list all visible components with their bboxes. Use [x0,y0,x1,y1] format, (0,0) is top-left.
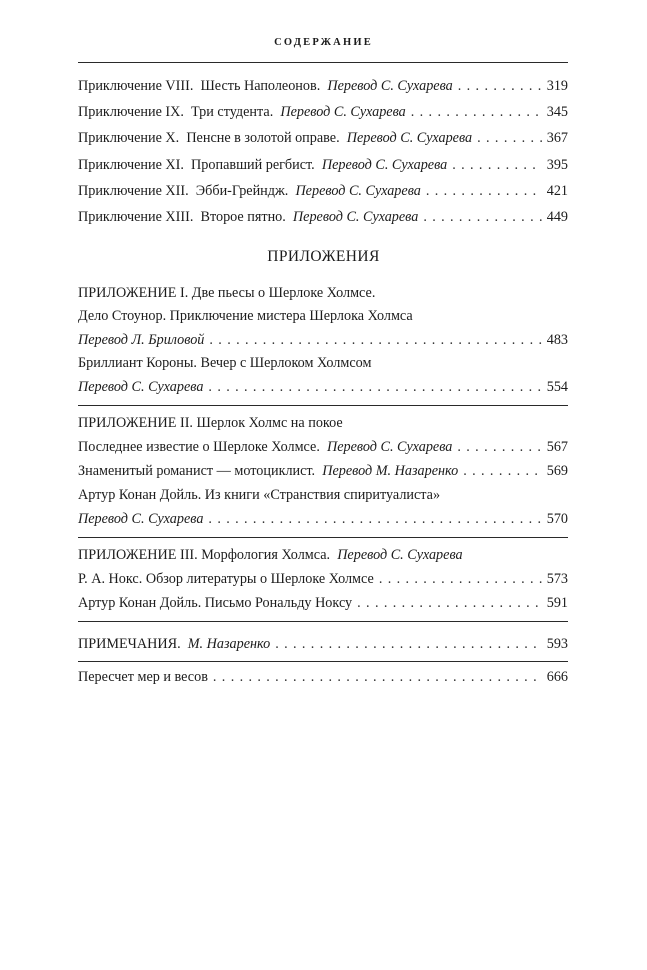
toc-entry-adventure-13[interactable] [78,207,568,227]
entry-page: 483 [546,332,568,348]
entry-page: 421 [546,183,568,199]
entry-label: Приключение IX. [78,104,184,120]
entry-translator: Перевод С. Сухарева [327,78,453,94]
entry-title: Последнее известие о Шерлоке Холмсе. [78,439,320,455]
entry-page: 591 [546,595,568,611]
leader-dots [426,181,542,201]
toc-entry-adventure-12[interactable] [78,181,568,201]
entry-translator: Перевод С. Сухарева [292,209,419,225]
appendix-1-item-1-line[interactable] [78,330,568,350]
appendix-2-item-1[interactable] [78,437,568,457]
entry-translator: Перевод С. Сухарева [346,130,473,146]
appendix-3-heading-text: ПРИЛОЖЕНИЕ III. Морфология Холмса. [78,547,331,563]
leader-dots [458,76,542,96]
appendices-title: ПРИЛОЖЕНИЯ [267,248,380,265]
toc-entry-adventure-9[interactable] [78,102,568,122]
entry-page: 554 [546,379,568,395]
entry-label: Приключение VIII. [78,78,194,94]
entry-title: Пересчет мер и весов [78,669,208,685]
leader-dots [209,330,541,350]
entry-translator: Перевод С. Сухарева [295,183,421,199]
entry-translator: Перевод Л. Бриловой [78,332,205,348]
entry-title: Шесть Наполеонов. [200,78,321,94]
leader-dots [411,102,542,122]
toc-entry-adventure-11[interactable] [78,155,568,175]
leader-dots [275,634,541,654]
leader-dots [213,667,542,687]
entry-label: Приключение XII. [78,183,189,199]
appendix-2-item-2[interactable] [78,461,568,481]
leader-dots [208,509,541,529]
toc-entry-adventure-8[interactable] [78,76,568,96]
entry-title: Пропавший регбист. [191,157,315,173]
entry-translator: Перевод С. Сухарева [326,439,453,455]
entry-page: 367 [546,130,568,146]
entry-title: Три студента. [191,104,274,120]
entry-page: 395 [546,157,568,173]
section-divider [78,537,568,538]
entry-label: Приключение XIII. [78,209,194,225]
entry-page: 593 [546,636,568,652]
toc-entry-adventure-10[interactable] [78,128,568,148]
appendix-3-heading[interactable] [78,545,568,565]
toc-entry-measures[interactable] [78,667,568,687]
entry-page: 567 [546,439,568,455]
appendix-3-item-1[interactable] [78,569,568,589]
leader-dots [208,377,541,397]
entry-title: Второе пятно. [200,209,286,225]
section-divider [78,405,568,406]
toc-entry-notes[interactable] [78,634,568,654]
entry-translator: Перевод С. Сухарева [321,157,448,173]
appendix-1-item-2-line[interactable] [78,377,568,397]
entry-title: Знаменитый романист — мотоциклист. [78,463,316,479]
entry-title: Р. А. Нокс. Обзор литературы о Шерлоке Холмсе [78,571,374,587]
entry-page: 319 [546,78,568,94]
entry-page: 569 [546,463,568,479]
appendix-3-item-2[interactable] [78,593,568,613]
entry-title: Эбби-Грейндж. [195,183,289,199]
entry-translator: Перевод М. Назаренко [322,463,459,479]
section-divider [78,621,568,622]
entry-title: ПРИМЕЧАНИЯ. [78,636,181,652]
running-head: СОДЕРЖАНИЕ [274,37,373,48]
appendix-2-heading[interactable]: ПРИЛОЖЕНИЕ II. Шерлок Холмс на покое [78,415,343,431]
leader-dots [379,569,542,589]
section-divider [78,661,568,662]
leader-dots [452,155,541,175]
entry-page: 573 [546,571,568,587]
appendix-1-item-1-title[interactable]: Дело Стоунор. Приключение мистера Шерлока Холмса [78,308,413,324]
entry-page: 666 [546,669,568,685]
entry-author: М. Назаренко [187,636,271,652]
appendix-2-item-3-line[interactable] [78,509,568,529]
appendix-2-item-3-title[interactable]: Артур Конан Дойль. Из книги «Странствия спиритуалиста» [78,487,441,503]
appendix-1-item-2-title[interactable]: Бриллиант Короны. Вечер с Шерлоком Холмсом [78,355,372,371]
entry-translator: Перевод С. Сухарева [337,547,463,563]
leader-dots [463,461,541,481]
leader-dots [477,128,542,148]
appendix-1-heading[interactable]: ПРИЛОЖЕНИЕ I. Две пьесы о Шерлоке Холмсе. [78,285,376,301]
leader-dots [423,207,541,227]
leader-dots [457,437,541,457]
entry-page: 449 [546,209,568,225]
header-rule [78,62,568,63]
entry-page: 570 [546,511,568,527]
entry-title: Артур Конан Дойль. Письмо Рональду Ноксу [78,595,353,611]
entry-translator: Перевод С. Сухарева [78,511,204,527]
entry-page: 345 [546,104,568,120]
entry-label: Приключение XI. [78,157,184,173]
entry-translator: Перевод С. Сухарева [280,104,406,120]
leader-dots [357,593,542,613]
entry-translator: Перевод С. Сухарева [78,379,204,395]
entry-label: Приключение X. [78,130,180,146]
entry-title: Пенсне в золотой оправе. [186,130,340,146]
